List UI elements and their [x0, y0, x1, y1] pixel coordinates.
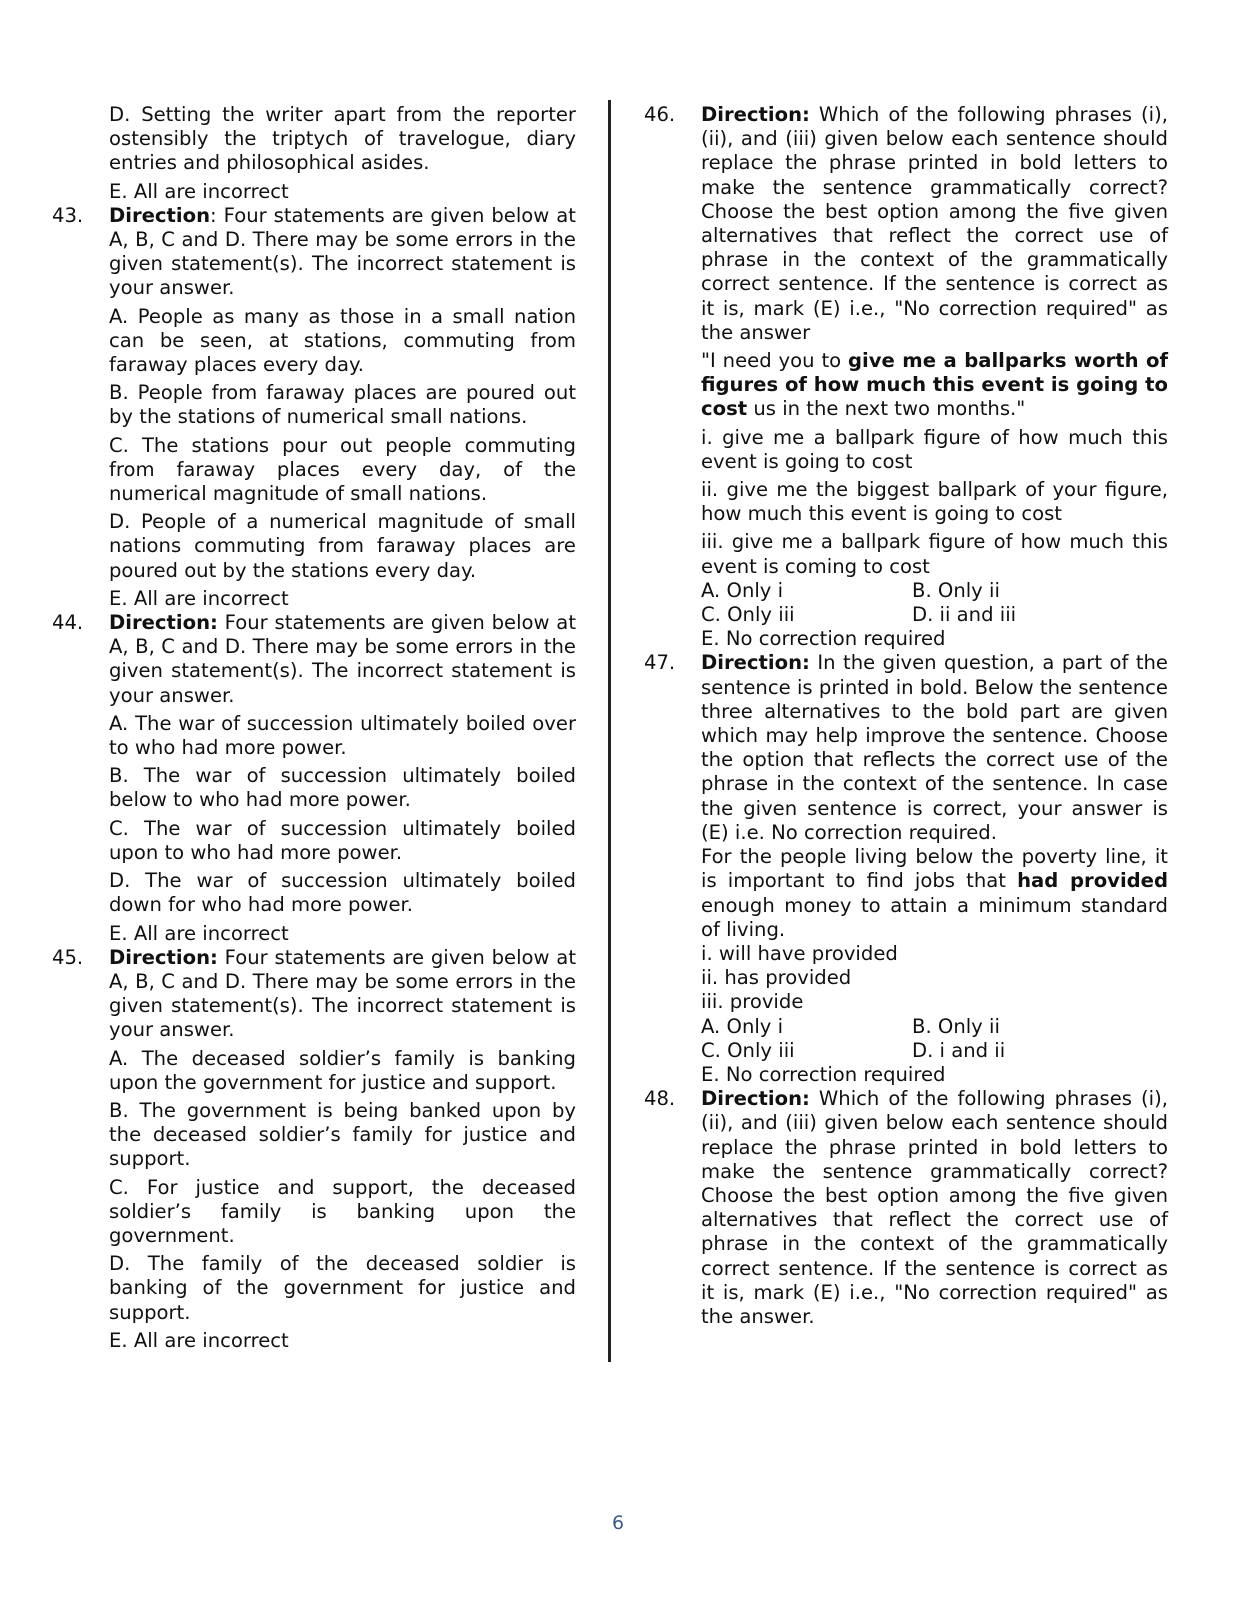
direction-label: Direction: [109, 611, 218, 635]
direction-text: Which of the following phrases (i), (ii), and (iii) given below each sentence should replace the phrase printed in bold letters to make the sentence grammatically correct? Choose the best option among the five given alternatives that reflect the correct use of phrase in the context of the grammatically correct sentence. If the sentence is correct as it is, mark (E) i.e., "No correction required" as the answer. [701, 1087, 1168, 1328]
direction-text: Four statements are given below at A, B, C and D. There may be some errors in the given statement(s). The incorrect statement is your answer. [109, 611, 576, 707]
direction [109, 611, 576, 708]
option-d: D. ii and iii [912, 603, 1017, 627]
question-number: 45. [52, 945, 84, 969]
option-a: A. People as many as those in a small nation can be seen, at stations, commuting from faraway places every day. [109, 304, 576, 377]
question-number: 47. [644, 651, 676, 675]
question-45 [52, 946, 576, 1353]
option-e: E. No correction required [701, 627, 946, 651]
option-d: D. Setting the writer apart from the reporter ostensibly the triptych of travelogue, diary entries and philosophical asides. [109, 103, 576, 175]
question-44 [52, 611, 576, 946]
option-a: A. The war of succession ultimately boiled over to who had more power. [109, 711, 576, 760]
question-body [109, 611, 576, 946]
option-c: C. The war of succession ultimately boiled upon to who had more power. [109, 816, 576, 864]
question-body [109, 946, 576, 1353]
option-b: B. Only ii [912, 578, 1000, 602]
option-d: D. People of a numerical magnitude of small nations commuting from faraway places are poured out by the stations every day. [109, 510, 576, 582]
direction-label: Direction: [701, 103, 810, 126]
question-body [701, 651, 1168, 1087]
option-b: B. The war of succession ultimately boiled below to who had more power. [109, 764, 576, 812]
option-e: E. No correction required [701, 1062, 946, 1086]
option-b: B. People from faraway places are poured out by the stations of numerical small nations. [109, 381, 576, 429]
question-46 [644, 103, 1168, 651]
option-c: C. The stations pour out people commuting from faraway places every day, of the numerical magnitude of small nations. [109, 433, 576, 506]
option-d: D. i and ii [912, 1038, 1006, 1062]
alternative-ii: ii. has provided [701, 966, 852, 990]
answer-options [701, 1015, 1168, 1063]
question-47 [644, 651, 1168, 1087]
sentence-bold-phrase: had provided [1017, 869, 1168, 893]
direction-text: : Four statements are given below at A, B, C and D. There may be some errors in the given statement(s). The incorrect statement is your answer. [109, 203, 576, 300]
question-43 [52, 204, 576, 611]
option-a: A. The deceased soldier’s family is banking upon the government for justice and support. [109, 1046, 576, 1094]
left-column [52, 103, 576, 1353]
page-number: 6 [611, 1512, 625, 1534]
question-number: 48. [644, 1087, 676, 1111]
option-c: C. For justice and support, the deceased soldier’s family is banking upon the government. [109, 1175, 576, 1247]
direction-label: Direction: [701, 651, 810, 675]
alternative-iii: iii. provide [701, 990, 804, 1014]
direction-label: Direction [109, 203, 211, 227]
direction-text: In the given question, a part of the sentence is printed in bold. Below the sentence three alternatives to the bold part are given which may help improve the sentence. Choose the option that reflects the correct use of the phrase in the context of the sentence. In case the given sentence is correct, your answer is (E) i.e. No correction required. [701, 651, 1168, 844]
direction [109, 204, 576, 301]
answer-options [701, 579, 1168, 627]
option-a: A. Only i [701, 578, 784, 602]
alternative-ii: ii. give me the biggest ballpark of your figure, how much this event is going to cost [701, 478, 1168, 526]
direction [109, 946, 576, 1043]
right-column [644, 103, 1168, 1329]
option-e: E. All are incorrect [109, 586, 289, 610]
question-body [701, 103, 1168, 651]
question-sentence [701, 845, 1168, 942]
alternative-i: i. give me a ballpark figure of how much this event is going to cost [701, 425, 1168, 473]
alternative-i: i. will have provided [701, 941, 898, 965]
sentence-end: enough money to attain a minimum standard of living. [701, 893, 1168, 941]
direction-label: Direction: [109, 945, 218, 969]
option-c: C. Only iii [701, 603, 795, 627]
option-e: E. All are incorrect [109, 1328, 289, 1352]
direction-text: Four statements are given below at A, B, C and D. There may be some errors in the given statement(s). The incorrect statement is your answer. [109, 945, 576, 1042]
option-d: D. The family of the deceased soldier is banking of the government for justice and support. [109, 1252, 576, 1324]
sentence-end: us in the next two months." [747, 397, 1026, 421]
direction [701, 1087, 1168, 1329]
sentence-bold-phrase: give me a ballparks worth of figures of how much this event is going to cost [701, 349, 1168, 421]
question-body [701, 1087, 1168, 1329]
direction [701, 103, 1168, 345]
question-number: 44. [52, 611, 84, 635]
question-sentence [701, 349, 1168, 422]
question-body [109, 204, 576, 611]
direction-text: Which of the following phrases (i), (ii), and (iii) given below each sentence should replace the phrase printed in bold letters to make the sentence grammatically correct? Choose the best option among the five given alternatives that reflect the correct use of phrase in the context of the grammatically correct sentence. If the sentence is correct as it is, mark (E) i.e., "No correction required" as the answer [701, 103, 1168, 344]
question-number: 46. [644, 103, 676, 126]
column-divider [608, 100, 611, 1362]
direction-label: Direction: [701, 1087, 810, 1111]
question-48 [644, 1087, 1168, 1329]
option-d: D. The war of succession ultimately boiled down for who had more power. [109, 869, 576, 917]
question-42-continued [109, 103, 576, 204]
option-b: B. The government is being banked upon by the deceased soldier’s family for justice and support. [109, 1098, 576, 1171]
option-e: E. All are incorrect [109, 921, 289, 945]
option-b: B. Only ii [912, 1014, 1000, 1038]
sentence-start: For the people living below the poverty line, it is important to find jobs that [701, 845, 1168, 893]
option-e: E. All are incorrect [109, 179, 289, 203]
sentence-start: "I need you to [701, 349, 849, 373]
option-c: C. Only iii [701, 1038, 795, 1062]
option-a: A. Only i [701, 1014, 784, 1038]
direction [701, 651, 1168, 845]
question-number: 43. [52, 203, 84, 227]
alternative-iii: iii. give me a ballpark figure of how much this event is coming to cost [701, 530, 1168, 578]
